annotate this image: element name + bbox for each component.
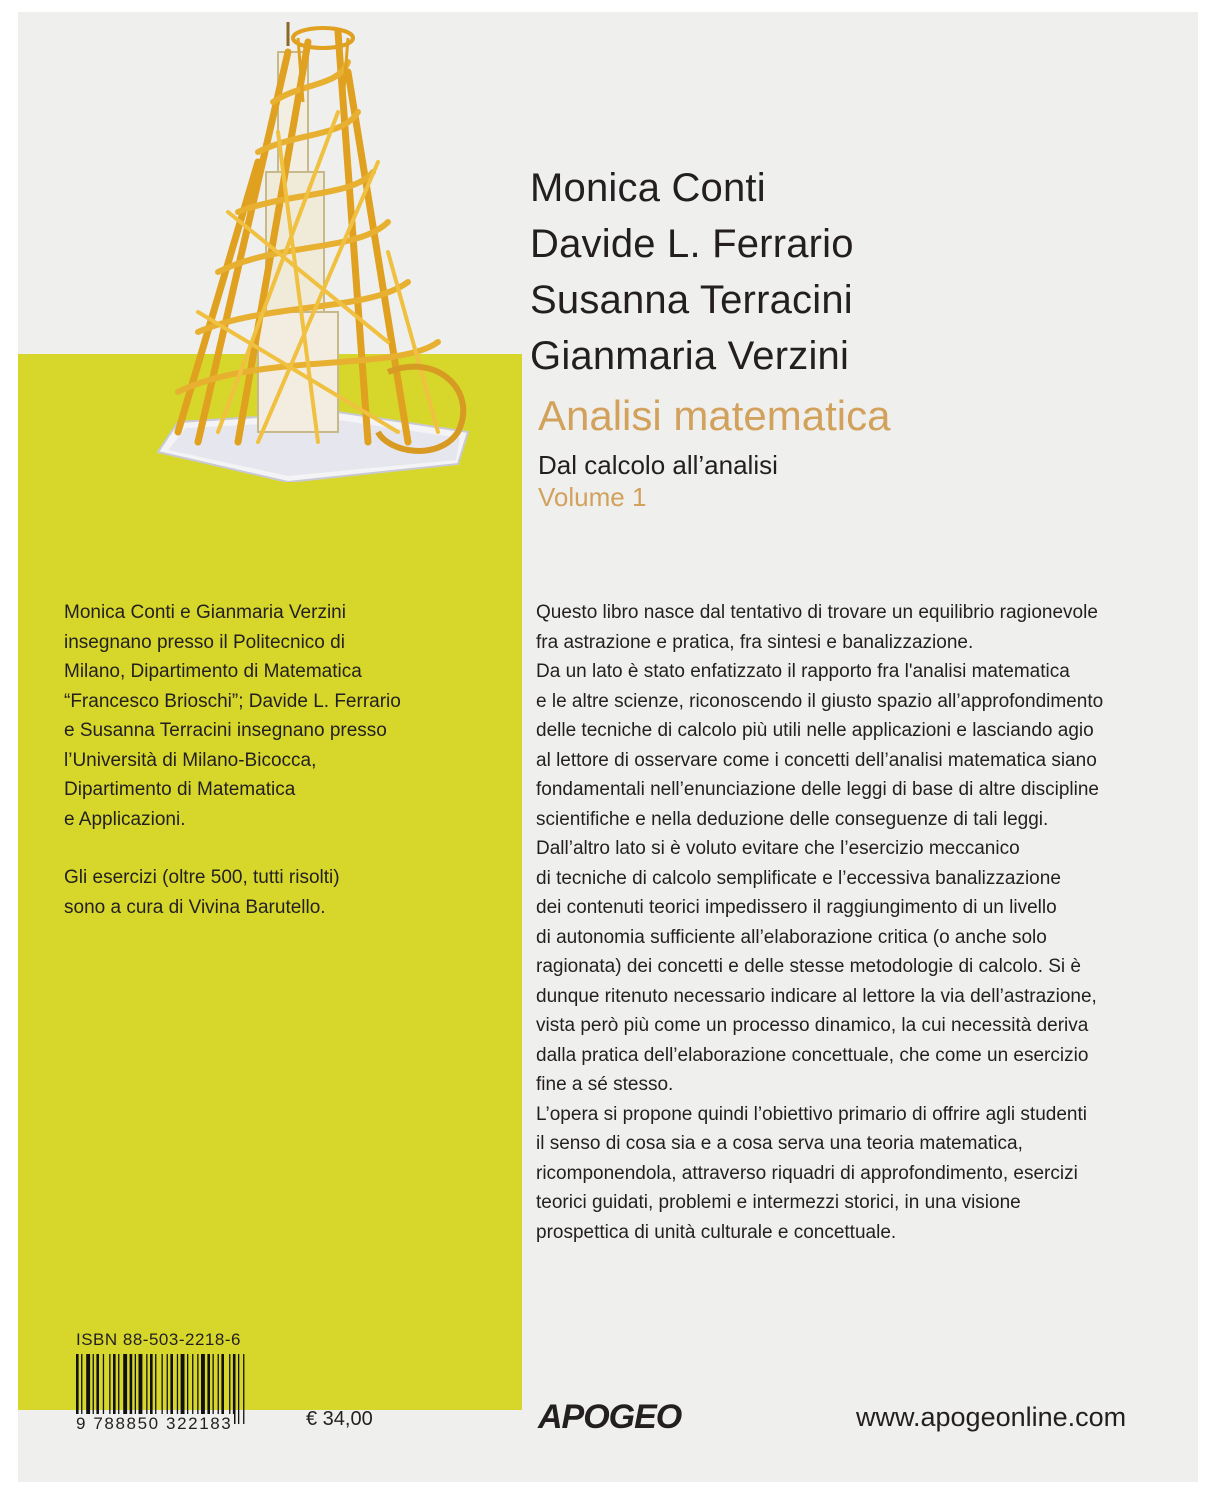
tatlin-tower-illustration [138,12,498,482]
barcode-bar [238,1354,239,1424]
description-line: fra astrazione e pratica, fra sintesi e banalizzazione. [536,631,974,653]
bio-line: Milano, Dipartimento di Matematica [64,661,362,682]
bio-line: e Applicazioni. [64,808,186,830]
description-line: il senso di cosa sia e a cosa serva una teoria matematica, [536,1133,1023,1154]
description-line: di tecniche di calcolo semplificate e l’eccessiva banalizzazione [536,867,1061,889]
description-line: ragionata) dei concetti e delle stesse metodologie di calcolo. Si è [536,956,1081,977]
price-label: € 34,00 [306,1408,373,1430]
isbn-label: ISBN 88-503-2218-6 [76,1330,241,1349]
author-name: Susanna Terracini [530,278,853,322]
description-line: Questo libro nasce dal tentativo di trovare un equilibrio ragionevole [536,602,1098,623]
bio-line: sono a cura di Vivina Barutello. [64,896,326,918]
author-list [530,160,854,384]
bio-line: l’Università di Milano-Bicocca, [64,749,317,771]
author-name: Davide L. Ferrario [530,222,854,266]
book-description [536,598,1176,1247]
bio-line: “Francesco Brioschi”; Davide L. Ferrario [64,690,401,712]
barcode-number: 9 788850 322183 [76,1414,233,1433]
bio-line: Gli esercizi (oltre 500, tutti risolti) [64,867,340,888]
description-line: scientifiche e nella deduzione delle conseguenze di tali leggi. [536,808,1049,830]
publisher-logo: APOGEO [538,1398,682,1436]
book-subtitle: Dal calcolo all’analisi [538,450,778,480]
author-bio [64,598,504,922]
description-line: prospettica di unità culturale e concettuale. [536,1221,897,1243]
description-line: teorici guidati, problemi e intermezzi storici, in una visione [536,1192,1021,1213]
description-line: al lettore di osservare come i concetti dell’analisi matematica siano [536,749,1097,771]
description-line: delle tecniche di calcolo più utili nelle applicazioni e lasciando agio [536,720,1094,741]
bio-line: Monica Conti e Gianmaria Verzini [64,602,346,623]
author-name: Gianmaria Verzini [530,334,850,378]
bio-line: Dipartimento di Matematica [64,779,296,800]
bio-line: insegnano presso il Politecnico di [64,631,345,653]
description-line: ricomponendola, attraverso riquadri di approfondimento, esercizi [536,1162,1078,1184]
book-title: Analisi matematica [538,392,891,439]
description-line: Da un lato è stato enfatizzato il rapporto fra l'analisi matematica [536,661,1070,682]
description-line: di autonomia sufficiente all’elaborazione critica (o anche solo [536,926,1047,948]
description-line: dei contenuti teorici impedissero il raggiungimento di un livello [536,897,1057,918]
volume-label: Volume 1 [538,482,647,512]
publisher-website: www.apogeonline.com [856,1402,1127,1432]
description-line: Dall’altro lato si è voluto evitare che l’esercizio meccanico [536,838,1020,859]
description-line: e le altre scienze, riconoscendo il giusto spazio all’approfondimento [536,690,1104,712]
bio-line: e Susanna Terracini insegnano presso [64,720,387,741]
author-name: Monica Conti [530,166,766,210]
description-line: vista però più come un processo dinamico, la cui necessità deriva [536,1015,1089,1036]
description-line: fine a sé stesso. [536,1074,674,1095]
description-line: dunque ritenuto necessario indicare al lettore la via dell’astrazione, [536,985,1097,1007]
book-back-cover [18,12,1198,1482]
description-line: dalla pratica dell’elaborazione concettuale, che come un esercizio [536,1044,1089,1066]
description-line: L’opera si propone quindi l’obiettivo primario di offrire agli studenti [536,1103,1087,1125]
barcode-bar [243,1354,244,1424]
description-line: fondamentali nell’enunciazione delle leggi di base di altre discipline [536,779,1099,800]
